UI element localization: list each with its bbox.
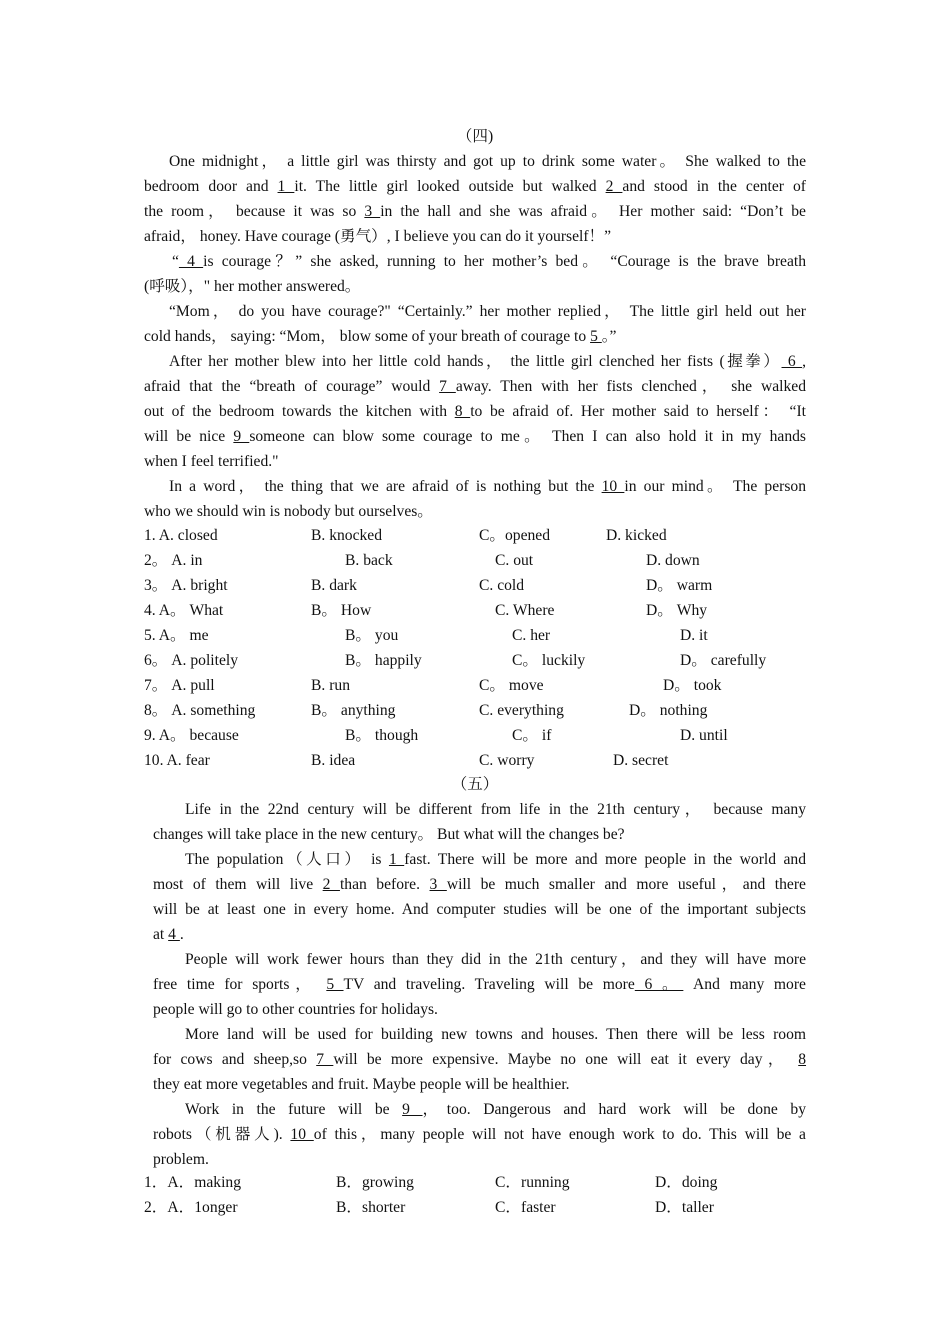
paragraph-line <box>153 1122 806 1147</box>
option-9-d: D. until <box>680 727 728 744</box>
text-run: problem. <box>153 1151 209 1168</box>
paragraph-line <box>153 822 625 847</box>
text-run: they eat more vegetables and fruit. Maybe people will be healthier. <box>153 1076 570 1093</box>
text-run: People will work fewer hours than they did in the 21th century，and they will have more <box>185 951 806 968</box>
option-10-a: 10. A. fear <box>144 752 210 769</box>
paragraph-line <box>169 474 806 499</box>
paragraph-line <box>153 997 438 1022</box>
text-run: in the hall and she was afraid。 Her mother said: “Don’t be <box>380 203 806 220</box>
option-2-c: C．faster <box>495 1199 556 1216</box>
text-run: More land will be used for building new towns and houses. Then there will be less room <box>185 1026 806 1043</box>
text-run: the room， because it was so <box>144 203 365 220</box>
option-4-d: D。 Why <box>646 602 708 619</box>
text-run: most of them will live <box>153 876 323 893</box>
text-run: 。” <box>601 328 617 345</box>
option-7-a: 7。 A. pull <box>144 677 215 694</box>
paragraph-line <box>185 847 806 872</box>
option-7-b: B. run <box>311 677 350 694</box>
option-1-a: 1．A．making <box>144 1174 242 1191</box>
option-6-d: D。 carefully <box>680 652 767 669</box>
option-2-c: C. out <box>495 552 534 569</box>
paragraph-line <box>172 249 806 274</box>
text-run: away. Then with her fists clenched， she walked <box>455 378 806 395</box>
option-4-c: C. Where <box>495 602 555 619</box>
option-5-d: D. it <box>680 627 708 644</box>
option-4-a: 4. A。 What <box>144 602 224 619</box>
text-run: And many more <box>683 976 806 993</box>
blank-number: 1 <box>388 851 405 868</box>
blank-number: 2 <box>605 178 623 195</box>
blank-number: 9 <box>402 1101 423 1118</box>
blank-number: 10 <box>290 1126 314 1143</box>
blank-number: 8 <box>798 1051 807 1068</box>
text-run: Life in the 22nd century will be different from life in the 21th century， because many <box>185 801 806 818</box>
option-3-b: B. dark <box>311 577 357 594</box>
paragraph-line <box>153 922 184 947</box>
blank-number: 8 <box>454 403 471 420</box>
blank-number: 7 <box>439 378 456 395</box>
text-run: cold hands， saying: “Mom， blow some of your breath of courage to <box>144 328 591 345</box>
blank-number: 4 <box>178 253 204 270</box>
text-run: at <box>153 926 169 943</box>
text-run: of this，many people will not have enough work to do. This will be a <box>313 1126 806 1143</box>
text-run: changes will take place in the new century。 But what will the changes be? <box>153 826 625 843</box>
paragraph-line <box>185 1022 806 1047</box>
option-6-b: B。 happily <box>345 652 422 669</box>
blank-number: 6 。 <box>634 976 684 993</box>
paragraph-line <box>144 424 806 449</box>
text-run: will be much smaller and more useful，and there <box>446 876 806 893</box>
paragraph-line <box>144 199 806 224</box>
text-run: Work in the future will be <box>185 1101 403 1118</box>
text-run: it. The little girl looked outside but walked <box>294 178 606 195</box>
option-8-a: 8。 A. something <box>144 702 256 719</box>
option-2-d: D. down <box>646 552 700 569</box>
paragraph-line <box>169 149 806 174</box>
blank-number: 3 <box>429 876 447 893</box>
option-1-d: D. kicked <box>606 527 667 544</box>
paragraph-line <box>144 449 279 474</box>
blank-number: 9 <box>233 428 250 445</box>
option-1-b: B. knocked <box>311 527 383 544</box>
text-run: to be afraid of. Her mother said to herself： “It <box>470 403 806 420</box>
text-run: people will go to other countries for holidays. <box>153 1001 438 1018</box>
paragraph-line <box>144 174 806 199</box>
option-3-d: D。 warm <box>646 577 713 594</box>
paragraph-line <box>153 972 806 997</box>
option-8-b: B。 anything <box>311 702 396 719</box>
option-1-d: D．doing <box>655 1174 718 1191</box>
blank-number: 7 <box>316 1051 334 1068</box>
text-run: robots（机器人). <box>153 1126 291 1143</box>
blank-number: 2 <box>322 876 340 893</box>
text-run: (呼吸），" her mother answered。 <box>144 278 361 295</box>
option-10-b: B. idea <box>311 752 356 769</box>
option-9-c: C。 if <box>512 727 552 744</box>
text-run: for cows and sheep,so <box>153 1051 317 1068</box>
text-run: afraid that the “breath of courage” would <box>144 378 440 395</box>
option-9-a: 9. A。 because <box>144 727 239 744</box>
option-2-b: B. back <box>345 552 393 569</box>
paragraph-line <box>144 399 806 424</box>
option-8-d: D。 nothing <box>629 702 708 719</box>
text-run: will be more expensive. Maybe no one will eat it every day， <box>333 1051 799 1068</box>
blank-number: 10 <box>601 478 625 495</box>
text-run: TV and traveling. Traveling will be more <box>343 976 635 993</box>
text-run: who we should win is nobody but ourselves。 <box>144 503 433 520</box>
option-2-a: 2．A．1onger <box>144 1199 238 1216</box>
blank-number: 5 <box>590 328 602 345</box>
option-5-a: 5. A。 me <box>144 627 209 644</box>
option-1-c: C．running <box>495 1174 570 1191</box>
text-run: will be at least one in every home. And computer studies will be one of the important subjects <box>153 901 806 918</box>
paragraph-line <box>153 897 806 922</box>
text-run: “Mom， do you have courage?" “Certainly.” her mother replied， The little girl held out her <box>169 303 806 320</box>
text-run: free time for sports， <box>153 976 327 993</box>
option-1-b: B．growing <box>336 1174 414 1191</box>
option-2-d: D．taller <box>655 1199 714 1216</box>
text-run: and stood in the center of <box>622 178 806 195</box>
paragraph-line <box>144 374 806 399</box>
option-2-b: B．shorter <box>336 1199 406 1216</box>
text-run: ，too. Dangerous and hard work will be done by <box>422 1101 806 1118</box>
text-run: After her mother blew into her little cold hands， the little girl clenched her fists (握拳） <box>169 353 782 370</box>
option-10-d: D. secret <box>613 752 669 769</box>
option-4-b: B。 How <box>311 602 372 619</box>
paragraph-line <box>169 349 806 374</box>
blank-number: 4 <box>168 926 180 943</box>
paragraph-line <box>144 499 433 524</box>
blank-number: 1 <box>277 178 295 195</box>
text-run: in our mind。 The person <box>624 478 806 495</box>
option-6-c: C。 luckily <box>512 652 586 669</box>
text-run: “ <box>172 253 179 270</box>
option-1-c: C。opened <box>479 527 551 544</box>
blank-number: 6 <box>781 353 803 370</box>
paragraph-line <box>153 1147 209 1172</box>
paragraph-line <box>144 324 616 349</box>
option-8-c: C. everything <box>479 702 564 719</box>
text-run: is courage？” she asked, running to her mother’s bed。 “Courage is the brave breath <box>203 253 807 270</box>
text-run: will be nice <box>144 428 234 445</box>
section-title-5: （五） <box>451 776 499 793</box>
option-5-c: C. her <box>512 627 551 644</box>
text-run: The population（人口） is <box>185 851 389 868</box>
option-9-b: B。 though <box>345 727 419 744</box>
text-run: afraid， honey. Have courage (勇气）, I believe you can do it yourself！” <box>144 228 612 245</box>
option-10-c: C. worry <box>479 752 535 769</box>
paragraph-line <box>144 274 360 299</box>
text-run: bedroom door and <box>144 178 278 195</box>
paragraph-line <box>153 1072 570 1097</box>
text-run: than before. <box>339 876 430 893</box>
option-5-b: B。 you <box>345 627 399 644</box>
option-7-d: D。 took <box>663 677 722 694</box>
option-3-c: C. cold <box>479 577 525 594</box>
paragraph-line <box>185 797 806 822</box>
text-run: when I feel terrified." <box>144 453 279 470</box>
blank-number: 3 <box>364 203 381 220</box>
paragraph-line <box>169 299 806 324</box>
text-run: One midnight， a little girl was thirsty and got up to drink some water。 She walked to the <box>169 153 806 170</box>
blank-number: 5 <box>326 976 344 993</box>
text-run: fast. There will be more and more people in the world and <box>404 851 806 868</box>
paragraph-line <box>185 1097 806 1122</box>
option-7-c: C。 move <box>479 677 544 694</box>
text-run: , <box>802 353 807 370</box>
option-3-a: 3。 A. bright <box>144 577 228 594</box>
text-run: out of the bedroom towards the kitchen with <box>144 403 455 420</box>
text-run: . <box>179 926 184 943</box>
option-1-a: 1. A. closed <box>144 527 218 544</box>
paragraph-line <box>144 224 611 249</box>
paragraph-line <box>153 872 806 897</box>
paragraph-line <box>153 1047 806 1072</box>
text-run: someone can blow some courage to me。 Then I can also hold it in my hands <box>249 428 806 445</box>
paragraph-line <box>185 947 806 972</box>
text-run: In a word， the thing that we are afraid of is nothing but the <box>169 478 602 495</box>
option-6-a: 6。 A. politely <box>144 652 238 669</box>
option-2-a: 2。 A. in <box>144 552 203 569</box>
section-title-4: （四) <box>456 128 494 145</box>
